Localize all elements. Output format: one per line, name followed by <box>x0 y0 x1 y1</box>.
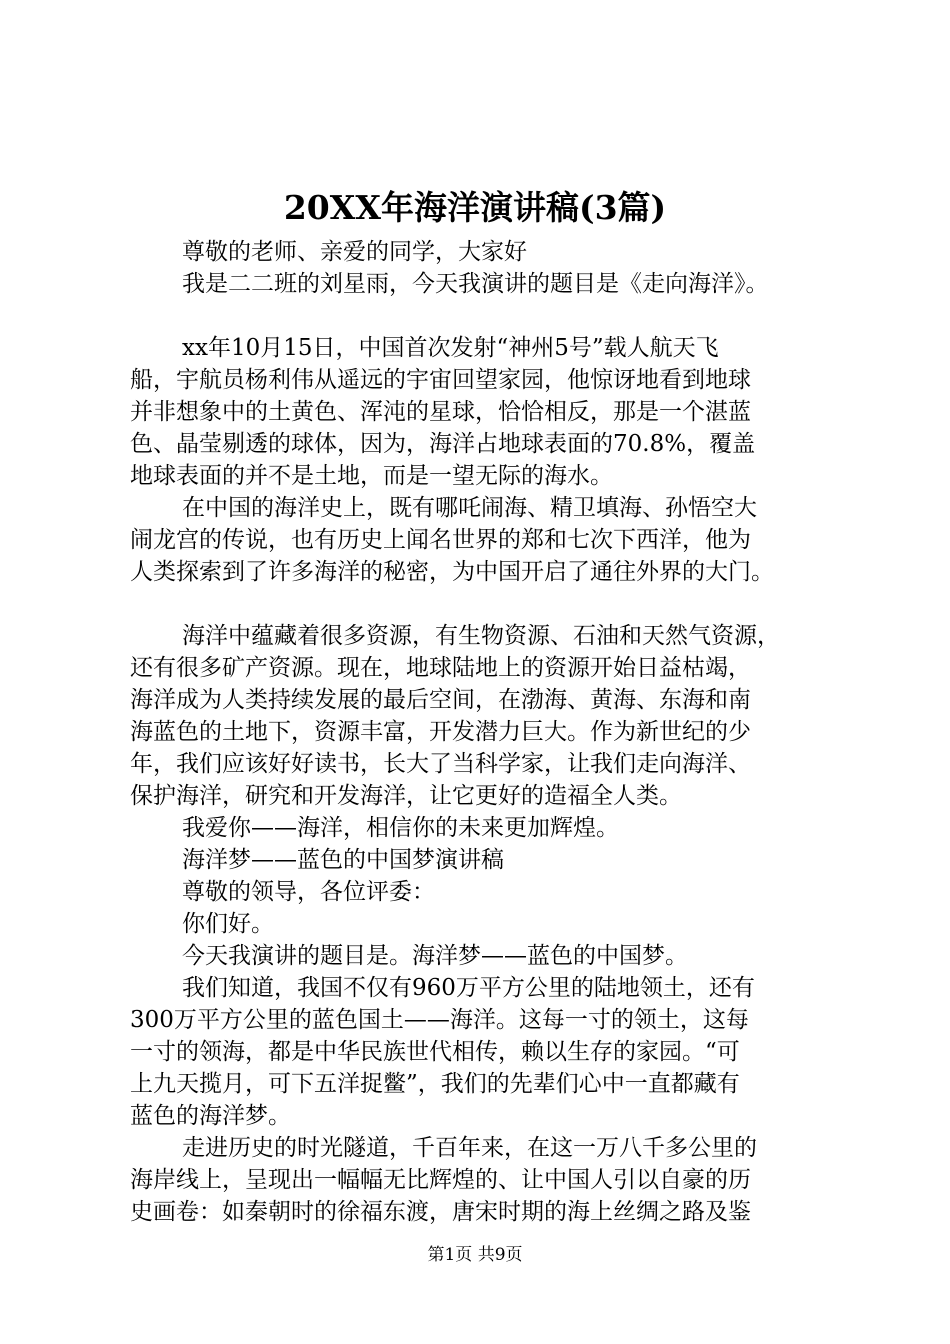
text-line: 我是二二班的刘星雨，今天我演讲的题目是《走向海洋》。 <box>182 271 769 297</box>
text-line: 闹龙宫的传说，也有历史上闻名世界的郑和七次下西洋，他为 <box>130 527 751 553</box>
text-line: 海岸线上，呈现出一幅幅无比辉煌的、让中国人引以自豪的历 <box>130 1167 751 1193</box>
text-line: 在中国的海洋史上，既有哪吒闹海、精卫填海、孙悟空大 <box>182 495 757 521</box>
text-line: 今天我演讲的题目是。海洋梦——蓝色的中国梦。 <box>182 943 688 969</box>
text-line: 海洋成为人类持续发展的最后空间，在渤海、黄海、东海和南 <box>130 687 751 713</box>
text-line: 尊敬的老师、亲爱的同学，大家好 <box>182 239 527 265</box>
text-line: 年，我们应该好好读书，长大了当科学家，让我们走向海洋、 <box>130 751 751 777</box>
text-line: 你们好。 <box>182 911 274 937</box>
document-title: 20XX年海洋演讲稿(3篇) <box>283 188 667 227</box>
text-line: 还有很多矿产资源。现在，地球陆地上的资源开始日益枯竭， <box>130 655 751 681</box>
text-line: xx年10月15日，中国首次发射“神州5号”载人航天飞 <box>182 335 719 361</box>
page-footer: 第1页 共9页 <box>427 1245 523 1265</box>
text-line: 300万平方公里的蓝色国土——海洋。这每一寸的领土，这每 <box>130 1007 749 1033</box>
text-line: 我爱你——海洋，相信你的未来更加辉煌。 <box>182 815 619 841</box>
text-line: 色、晶莹剔透的球体，因为，海洋占地球表面的70.8%，覆盖 <box>130 431 756 457</box>
document-body <box>130 236 852 1228</box>
text-line: 并非想象中的土黄色、浑沌的星球，恰恰相反，那是一个湛蓝 <box>130 399 751 425</box>
blank-line <box>130 300 852 332</box>
text-line: 人类探索到了许多海洋的秘密，为中国开启了通往外界的大门。 <box>130 559 774 585</box>
text-line: 蓝色的海洋梦。 <box>130 1103 291 1129</box>
text-line: 保护海洋，研究和开发海洋，让它更好的造福全人类。 <box>130 783 682 809</box>
text-line: 一寸的领海，都是中华民族世代相传，赖以生存的家园。“可 <box>130 1039 740 1065</box>
text-line: 海蓝色的土地下，资源丰富，开发潜力巨大。作为新世纪的少 <box>130 719 751 745</box>
text-line: 上九天揽月，可下五洋捉鳖”，我们的先辈们心中一直都藏有 <box>130 1071 740 1097</box>
text-line: 我们知道，我国不仅有960万平方公里的陆地领土，还有 <box>182 975 755 1001</box>
text-line: 尊敬的领导，各位评委： <box>182 879 435 905</box>
text-line: 走进历史的时光隧道，千百年来，在这一万八千多公里的 <box>182 1135 757 1161</box>
text-line: 史画卷：如秦朝时的徐福东渡，唐宋时期的海上丝绸之路及鉴 <box>130 1199 751 1225</box>
text-line: 海洋中蕴藏着很多资源，有生物资源、石油和天然气资源， <box>182 623 780 649</box>
text-line: 船，宇航员杨利伟从遥远的宇宙回望家园，他惊讶地看到地球 <box>130 367 751 393</box>
blank-line <box>130 588 852 620</box>
text-line: 地球表面的并不是土地，而是一望无际的海水。 <box>130 463 613 489</box>
text-line: 海洋梦——蓝色的中国梦演讲稿 <box>182 847 504 873</box>
